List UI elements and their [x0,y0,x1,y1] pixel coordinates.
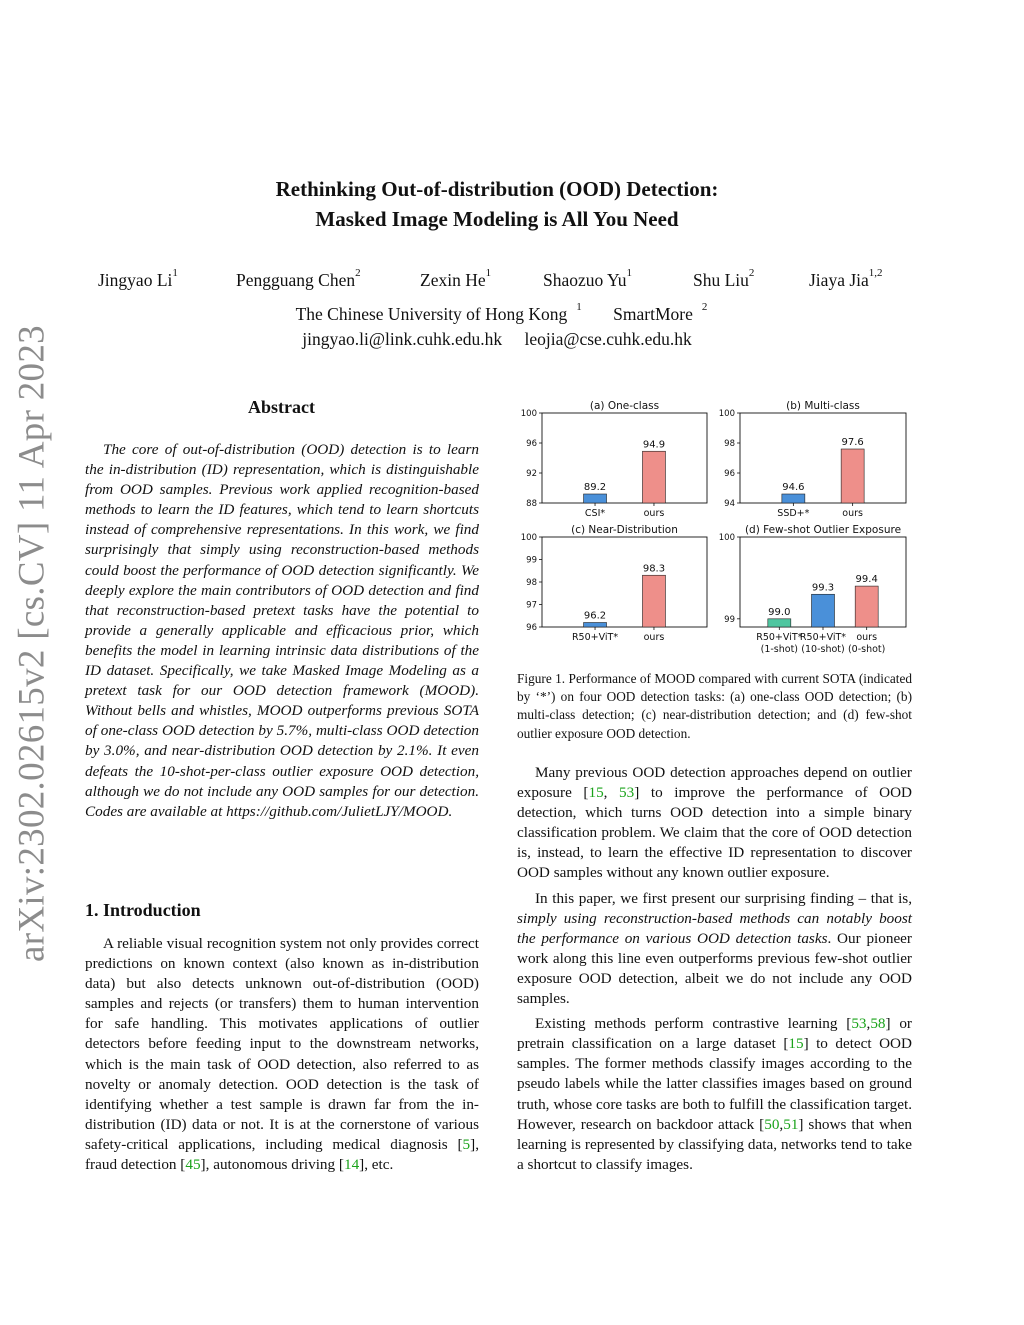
bar [855,586,878,627]
y-tick-label: 94 [724,499,735,509]
bar [584,494,607,503]
citation-link[interactable]: 58 [870,1015,886,1033]
x-tick-label: ours (0-shot) [847,632,886,655]
y-tick-label: 100 [520,409,537,419]
author-sup: 2 [355,267,361,279]
bar-value-label: 97.6 [841,437,864,448]
paragraph: Many previous OOD detection approaches depend on outlier exposure [15, 53] to improve the performance of OOD detection, which turns OOD detection into a simple binary classification problem. We claim that the core of OOD detection is, instead, to learn the effective ID representation to discover OOD samples without any known outlier exposure. [517,764,912,882]
y-tick-label: 97 [526,600,537,611]
x-tick-label: SSD+* [777,508,810,519]
email: jingyao.li@link.cuhk.edu.hk [302,329,503,349]
x-tick-label: ours [643,632,665,643]
bar-value-label: 94.9 [642,439,666,451]
citation-link[interactable]: 53 [851,1015,867,1033]
citation-link[interactable]: 15 [788,1035,804,1053]
bar-value-label: 96.2 [583,610,607,622]
bar [642,575,665,627]
y-tick-label: 98 [526,578,537,588]
x-tick-label: R50+ViT* [571,632,619,643]
y-tick-label: 100 [718,533,735,543]
paragraph: In this paper, we first present our surprising finding – that is, simply using reconstruction-based methods can notably boost the performance on various OOD detection tasks. Our pioneer work along this line even outperforms previous few-shot outlier exposure OOD detection, albeit we do not include any OOD samples. [517,889,912,1008]
emails [0,329,994,350]
x-tick-label: ours [842,508,863,519]
author-name: Zexin He [420,270,486,290]
bar [768,619,791,627]
author-name: Jiaya Jia [809,270,869,290]
author [98,267,178,291]
bar [812,594,835,627]
y-tick-label: 100 [718,409,735,419]
title-line-2: Masked Image Modeling is All You Need [315,207,679,231]
author [420,267,492,291]
y-tick-label: 100 [520,533,537,543]
bar [584,623,607,628]
x-tick-label: CSI* [584,508,606,519]
citation-link[interactable]: 5 [462,1135,471,1153]
title-line-1: Rethinking Out-of-distribution (OOD) Detection: [275,177,719,201]
y-tick-label: 88 [526,499,537,509]
citation-link[interactable]: 45 [185,1156,201,1174]
x-tick-label: R50+ViT* (1-shot) [756,632,803,655]
introduction-body [85,934,479,1175]
citation-link[interactable]: 53 [619,784,635,802]
figure-1 [517,396,912,661]
right-column-body [517,763,912,1180]
arxiv-stamp: arXiv:2302.02615v2 [cs.CV] 11 Apr 2023 [11,325,53,962]
bar [642,451,665,503]
author-sup: 1 [485,267,492,279]
author [693,267,755,291]
email: leojia@cse.cuhk.edu.hk [524,329,692,349]
y-tick-label: 98 [724,439,735,449]
bar-value-label: 99.0 [768,606,791,618]
chart-frame [740,413,906,503]
author-name: Shaozuo Yu [543,270,627,290]
bar [782,494,805,503]
author [809,267,883,291]
author-sup: 1 [172,267,178,279]
bar [841,449,864,503]
y-tick-label: 96 [526,439,537,449]
chart-frame [542,413,707,503]
abstract-heading: Abstract [248,397,315,417]
section-heading-introduction: 1. Introduction [85,900,201,920]
citation-link[interactable]: 14 [343,1156,360,1174]
bar-value-label: 99.3 [811,582,835,594]
chart-title: (c) Near-Distribution [571,524,678,536]
citation-link[interactable]: 51 [783,1115,799,1133]
author-name: Jingyao Li [98,270,173,290]
paper-title [0,174,994,234]
y-tick-label: 96 [724,469,735,479]
affiliation: The Chinese University of Hong Kong $^1$ [295,301,582,324]
author-sup: 1 [626,267,632,279]
x-tick-label: ours [643,508,665,519]
author-sup: 2 [748,267,755,279]
chart-title: (a) One-class [589,400,660,412]
paragraph: A reliable visual recognition system not only provides correct predictions on known context (also known as in-distribution data) but also detects unknown out-of-distribution (OOD) samples and rejects (or transfers) them to human intervention for safe handling. This motivates applications of outlier detectors before feeding input to the downstream networks, which is the main task of OOD detection, also referred to as novelty or anomaly detection. OOD detection is the task of identifying whether a test sample is drawn far from the in-distribution (ID) data or not. It is at the cornerstone of various safety-critical applications, including medical diagnosis [5], fraud detection [45], autonomous driving [14], etc. [85,935,479,1174]
bar-value-label: 89.2 [583,482,607,493]
bar-value-label: 94.6 [782,482,805,493]
y-tick-label: 99 [724,614,735,625]
y-tick-label: 96 [526,623,537,633]
citation-link[interactable]: 15 [588,784,604,802]
bar-value-label: 98.3 [642,563,666,575]
affiliation: SmartMore $^2$ [613,301,708,324]
chart-title: (b) Multi-class [786,400,860,412]
author-sup: 1,2 [868,267,883,279]
author [236,267,361,291]
paragraph: Existing methods perform contrastive learning [53,58] or pretrain classification on a large dataset [15] to detect OOD samples. The former methods classify images according to the pseudo labels while the latter classifies images based on ground truth, whose core tasks are both to fulfill the classification target. However, research on backdoor attack [50,51] shows that when learning is represented by classifying data, networks tend to take a shortcut to classify images. [517,1015,912,1173]
abstract-text: The core of out-of-distribution (OOD) detection is to learn the in-distribution (ID) representation, which is distinguishable from OOD samples. Previous work applied recognition-based methods to learn the ID features, which tend to learn shortcuts instead of comprehensive representations. In this work, we find surprisingly that simply using reconstruction-based methods could boost the performance of OOD detection significantly. We deeply explore the main contributors of OOD detection and find that reconstruction-based pretext tasks have the potential to provide a generally applicable and efficacious prior, which benefits the model in learning intrinsic data distributions of the ID dataset. Specifically, we take Masked Image Modeling as a pretext task for our OOD detection framework (MOOD). Without bells and whistles, MOOD outperforms previous SOTA of one-class OOD detection by 5.7%, multi-class OOD detection by 3.0%, and near-distribution OOD detection by 2.1%. It even defeats the 10-shot-per-class outlier exposure OOD detection, although we do not include any OOD samples for our detection. Codes are available at https://github.com/JulietLJY/MOOD. [85,441,479,820]
citation-link[interactable]: 50 [764,1115,780,1133]
affiliations [0,301,994,325]
author [543,267,632,291]
figure-1-charts [517,396,912,661]
y-tick-label: 92 [526,469,537,479]
author-name: Shu Liu [693,270,749,290]
x-tick-label: R50+ViT* (10-shot) [799,632,847,655]
bar-value-label: 99.4 [855,574,878,586]
chart-frame [542,537,707,627]
abstract-body [85,440,479,822]
chart-title: (d) Few-shot Outlier Exposure [744,524,902,536]
figure-caption: Figure 1. Performance of MOOD compared with current SOTA (indicated by ‘*’) on four OOD detection tasks: (a) one-class OOD detection; (b) multi-class detection; (c) near-distribution detection; and (d) few-shot outlier exposure OOD detection. [517,671,912,741]
y-tick-label: 99 [526,555,537,566]
author-name: Pengguang Chen [236,270,356,290]
